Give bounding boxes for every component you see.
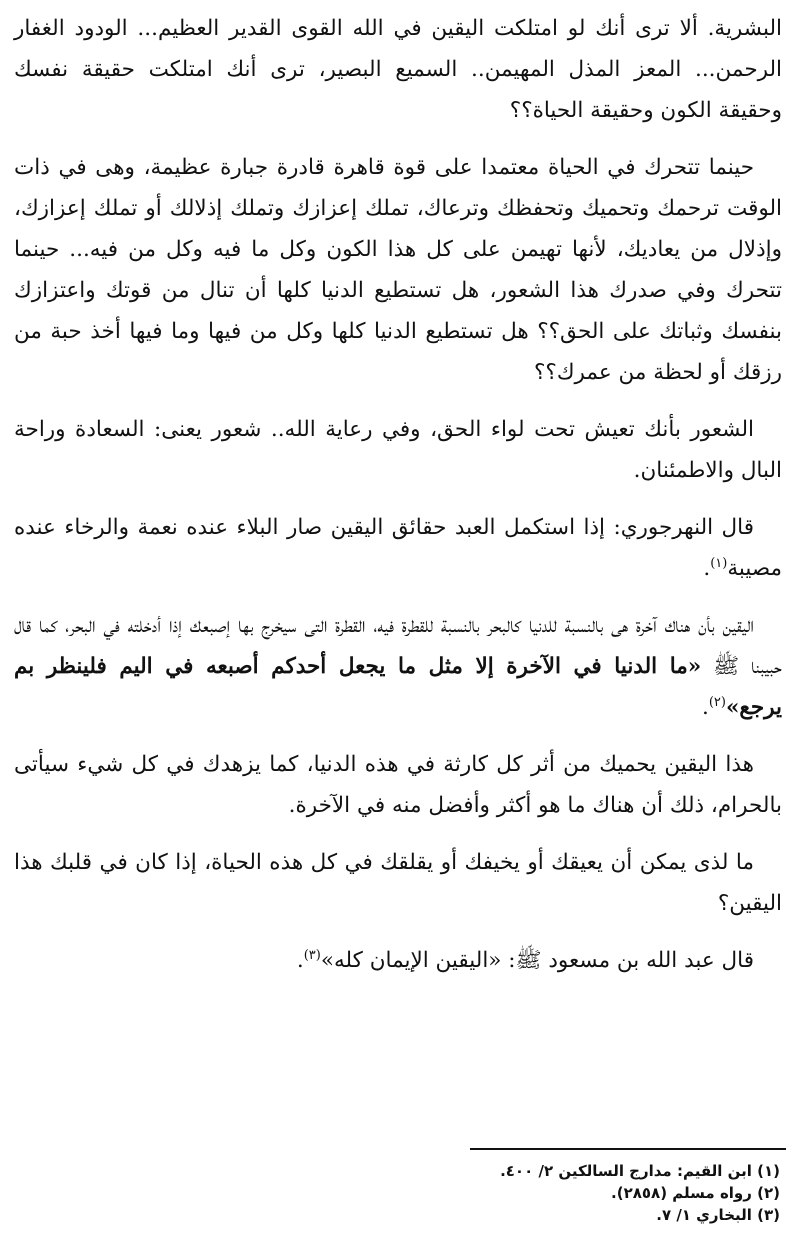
paragraph-text: هذا اليقين يحميك من أثر كل كارثة في هذه الدنيا، كما يزهدك في كل شيء سيأتى بالحرام، ذلك أن هناك ما هو أكثر وأفضل منه في الآخرة.: [14, 752, 782, 818]
hadith-quote: «ما الدنيا في الآخرة إلا مثل ما يجعل أحدكم أصبعه في اليم فلينظر بم يرجع»: [14, 654, 782, 720]
paragraph-text: حينما تتحرك في الحياة معتمدا على قوة قاهرة قادرة جبارة عظيمة، وهى في ذات الوقت ترحمك وتحميك وتحفظك وترعاك، تملك إعزازك وتملك إذلالك أو تملك إعزازك، وإذلال من يعاديك، لأنها تهيمن على كل هذا الكون وكل ما فيه وكل من فيه... حينما تتحرك وفي صدرك هذا الشعور، هل تستطيع الدنيا كلها أن تنال من قوتك واعتزازك بنفسك وثباتك على الحق؟؟ هل تستطيع الدنيا كلها وكل من فيها وما فيها أخذ حبة من رزقك أو لحظة من عمرك؟؟: [14, 155, 782, 385]
paragraph-8: [14, 940, 782, 981]
paragraph-tail: .: [701, 695, 709, 720]
paragraph-2: [14, 147, 782, 393]
footnote-3: (٣) البخاري ١/ ٧.: [656, 1206, 780, 1224]
footnotes: [180, 1160, 780, 1226]
footnote-ref-2[interactable]: (٢): [708, 694, 726, 710]
footnote-ref-3[interactable]: (٣): [303, 947, 321, 963]
paragraph-1: [14, 8, 782, 131]
paragraph-tail: .: [296, 948, 304, 973]
page-body: [14, 8, 782, 997]
paragraph-5: [14, 605, 782, 728]
paragraph-text: الشعور بأنك تعيش تحت لواء الحق، وفي رعاية الله.. شعور يعنى: السعادة وراحة البال والاطمئنان.: [14, 417, 782, 483]
paragraph-text: البشرية. ألا ترى أنك لو امتلكت اليقين في الله القوى القدير العظيم... الودود الغفار الرحمن... المعز المذل المهيمن.. السميع البصير، ترى أنك امتلكت حقيقة نفسك وحقيقة الكون وحقيقة الحياة؟؟: [14, 16, 782, 123]
paragraph-tail: .: [703, 556, 711, 581]
paragraph-text: اليقين بأن هناك آخرة هى بالنسبة للدنيا كالبحر بالنسبة للقطرة فيه، القطرة التى سيخرج بها إصبعك إذا أدخلته في البحر، كما قال حبيبنا ﷺ: [14, 613, 782, 679]
paragraph-7: [14, 842, 782, 924]
footnote-ref-1[interactable]: (١): [710, 555, 728, 571]
footnote-separator: [470, 1148, 786, 1150]
paragraph-text: قال عبد الله بن مسعود ﷺ: «اليقين الإيمان كله»: [320, 948, 754, 973]
paragraph-3: [14, 409, 782, 491]
paragraph-4: [14, 507, 782, 589]
paragraph-6: [14, 744, 782, 826]
paragraph-text: ما لذى يمكن أن يعيقك أو يخيفك أو يقلقك في كل هذه الحياة، إذا كان في قلبك هذا اليقين؟: [14, 850, 782, 916]
footnote-2: (٢) رواه مسلم (٢٨٥٨).: [611, 1184, 780, 1202]
paragraph-text: قال النهرجوري: إذا استكمل العبد حقائق اليقين صار البلاء عنده نعمة والرخاء عنده مصيبة: [14, 515, 782, 581]
footnote-1: (١) ابن القيم: مدارج السالكين ٢/ ٤٠٠.: [500, 1162, 780, 1180]
